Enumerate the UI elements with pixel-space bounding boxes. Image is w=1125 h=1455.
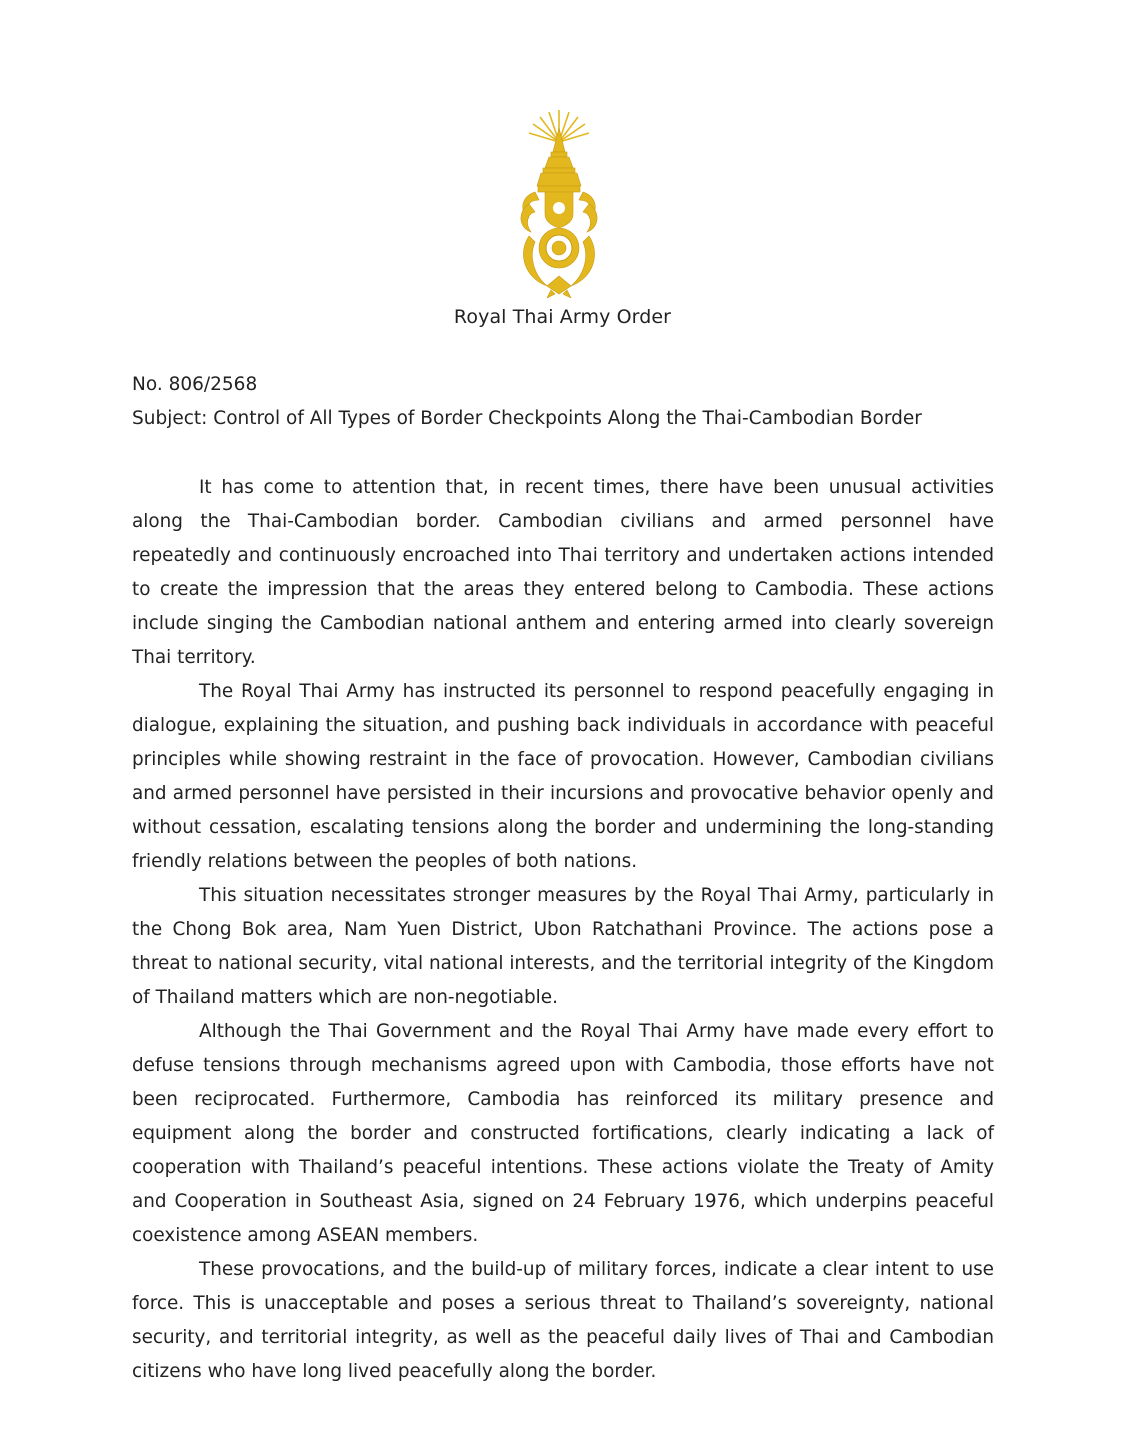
body-paragraph: These provocations, and the build-up of military forces, indicate a clear intent to use force. This is unacceptable and poses a serious threat to Thailand’s sovereignty, national security, and territorial integrity, as well as the peaceful daily lives of Thai and Cambodian citizens who have long lived peacefully along the border. — [132, 1259, 994, 1382]
body-paragraph: This situation necessitates stronger measures by the Royal Thai Army, particularly in the Chong Bok area, Nam Yuen District, Ubon Ratchathani Province. The actions pose a threat to national security, vital national interests, and the territorial integrity of the Kingdom of Thailand matters which are non-negotiable. — [132, 885, 994, 1008]
order-number: No. 806/2568 — [132, 374, 258, 395]
document-title: Royal Thai Army Order — [453, 306, 672, 328]
body-paragraph: Although the Thai Government and the Royal Thai Army have made every effort to defuse tensions through mechanisms agreed upon with Cambodia, those efforts have not been reciprocated. Furthermore, Cambodia has reinforced its military presence and equipment along the border and constructed fortifications, clearly indicating a lack of cooperation with Thailand’s peaceful intentions. These actions violate the Treaty of Amity and Cooperation in Southeast Asia, signed on 24 February 1976, which underpins peaceful coexistence among ASEAN members. — [132, 1021, 994, 1246]
order-body — [132, 471, 994, 1389]
royal-thai-army-emblem-icon — [511, 108, 607, 298]
body-paragraph: The Royal Thai Army has instructed its personnel to respond peacefully engaging in dialogue, explaining the situation, and pushing back individuals in accordance with peaceful principles while showing restraint in the face of provocation. However, Cambodian civilians and armed personnel have persisted in their incursions and provocative behavior openly and without cessation, escalating tensions along the border and undermining the long-standing friendly relations between the peoples of both nations. — [132, 681, 994, 872]
body-paragraph: It has come to attention that, in recent times, there have been unusual activities along the Thai-Cambodian border. Cambodian civilians and armed personnel have repeatedly and continuously encroached into Thai territory and undertaken actions intended to create the impression that the areas they entered belong to Cambodia. These actions include singing the Cambodian national anthem and entering armed into clearly sovereign Thai territory. — [132, 477, 994, 668]
order-subject: Subject: Control of All Types of Border Checkpoints Along the Thai-Cambodian Border — [132, 408, 922, 429]
